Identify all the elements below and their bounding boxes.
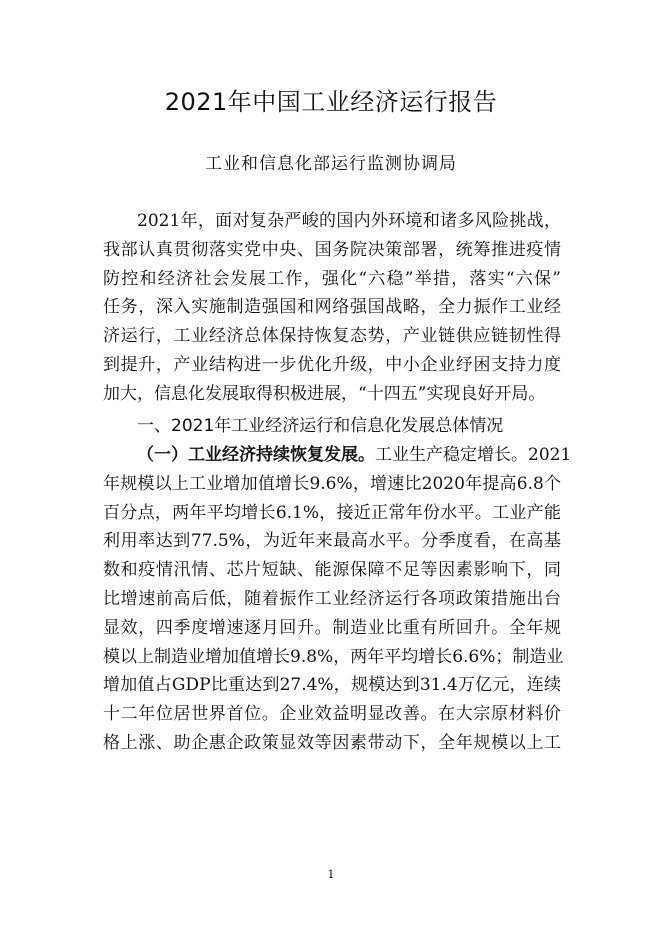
paragraph-line: 显效，四季度增速逐月回升。制造业比重有所回升。全年规 <box>103 617 561 638</box>
document-title: 2021年中国工业经济运行报告 <box>164 88 498 116</box>
paragraph-line: 加大，信息化发展取得积极进展，“十四五”实现良好开局。 <box>103 383 546 404</box>
paragraph-line: 增加值占GDP比重达到27.4%，规模达到31.4万亿元，连续 <box>103 675 561 696</box>
paragraph-line: 比增速前高后低，随着振作工业经济运行各项政策措施出台 <box>103 588 561 609</box>
paragraph-line: 十二年位居世界首位。企业效益明显改善。在大宗原材料价 <box>103 704 561 725</box>
paragraph-line: 任务，深入实施制造强国和网络强国战略，全力振作工业经 <box>103 297 561 318</box>
paragraph-line: 格上涨、助企惠企政策显效等因素带动下，全年规模以上工 <box>103 732 561 753</box>
sub-heading: （一）工业经济持续恢复发展。 <box>137 445 375 465</box>
paragraph-line: 利用率达到77.5%，为近年来最高水平。分季度看，在高基 <box>103 531 561 552</box>
paragraph-line: 到提升，产业结构进一步优化升级，中小企业纾困支持力度 <box>103 354 561 375</box>
paragraph-line: 我部认真贯彻落实党中央、国务院决策部署，统筹推进疫情 <box>103 239 561 260</box>
paragraph-line: 2021年，面对复杂严峻的国内外环境和诸多风险挑战， <box>137 211 561 231</box>
intro-paragraph <box>103 207 561 409</box>
paragraph-first-line <box>103 441 572 470</box>
paragraph-line-rest: 工业生产稳定增长。2021 <box>375 445 572 465</box>
page-number: 1 <box>327 868 335 881</box>
paragraph-line: 百分点，两年平均增长6.1%，接近正常年份水平。工业产能 <box>103 502 561 523</box>
paragraph-line: 年规模以上工业增加值增长9.6%，增速比2020年提高6.8个 <box>103 473 561 494</box>
paragraph-line: 济运行，工业经济总体保持恢复态势，产业链供应链韧性得 <box>103 326 561 347</box>
industrial-paragraph <box>103 441 572 758</box>
paragraph-line: 数和疫情汛情、芯片短缺、能源保障不足等因素影响下，同 <box>103 560 561 581</box>
paragraph-line: 模以上制造业增加值增长9.8%，两年平均增长6.6%；制造业 <box>103 646 564 667</box>
paragraph-line: 防控和经济社会发展工作，强化“六稳”举措，落实“六保” <box>103 268 561 289</box>
document-author: 工业和信息化部运行监测协调局 <box>205 154 457 174</box>
section-heading: 一、2021年工业经济运行和信息化发展总体情况 <box>137 416 504 436</box>
